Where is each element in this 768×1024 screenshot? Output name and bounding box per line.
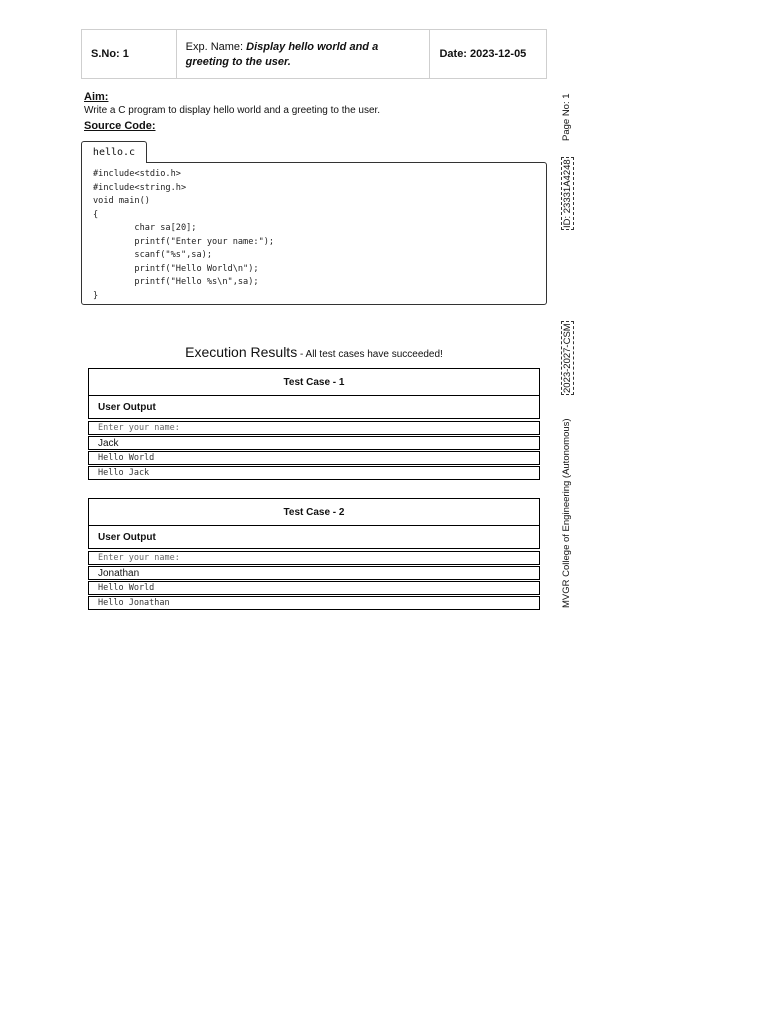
input-line: Jack <box>88 436 540 450</box>
results-status: - All test cases have succeeded! <box>297 349 443 360</box>
output-line: Enter your name: <box>88 551 540 565</box>
output-line: Hello World <box>88 581 540 595</box>
source-code-heading: Source Code: <box>84 120 156 132</box>
experiment-name-label: Exp. Name: <box>185 40 247 53</box>
execution-results-title <box>0 344 628 360</box>
batch-label: 2023-2027-CSM <box>562 323 573 393</box>
input-line: Jonathan <box>88 566 540 580</box>
output-line: Hello World <box>88 451 540 465</box>
aim-text: Write a C program to display hello world and a greeting to the user. <box>84 105 381 116</box>
serial-number: S.No: 1 <box>91 48 129 60</box>
test-case-1 <box>88 368 540 481</box>
college-name: MVGR College of Engineering (Autonomous) <box>561 418 572 608</box>
experiment-header <box>81 29 547 79</box>
file-tab[interactable]: hello.c <box>81 141 147 163</box>
experiment-name: Display hello world and a greeting to the user. <box>185 40 379 68</box>
aim-heading: Aim: <box>84 91 109 103</box>
output-line: Hello Jonathan <box>88 596 540 610</box>
test-case-title: Test Case - 2 <box>88 498 540 526</box>
user-output-label: User Output <box>88 526 540 549</box>
output-line: Enter your name: <box>88 421 540 435</box>
source-code: #include<stdio.h> #include<string.h> void main() { char sa[20]; printf("Enter your name:"); scanf("%s",sa); printf("Hello World\n"); printf("Hello %s\n",sa); } <box>93 169 275 301</box>
output-line: Hello Jack <box>88 466 540 480</box>
experiment-name-cell <box>176 30 430 78</box>
code-block <box>81 162 547 305</box>
page-number: Page No: 1 <box>561 93 572 141</box>
student-id: ID: 23331A4248 <box>562 159 573 228</box>
user-output-label: User Output <box>88 396 540 419</box>
test-case-title: Test Case - 1 <box>88 368 540 396</box>
test-case-2 <box>88 498 540 611</box>
experiment-date: Date: 2023-12-05 <box>429 30 546 78</box>
results-heading: Execution Results <box>185 344 298 360</box>
